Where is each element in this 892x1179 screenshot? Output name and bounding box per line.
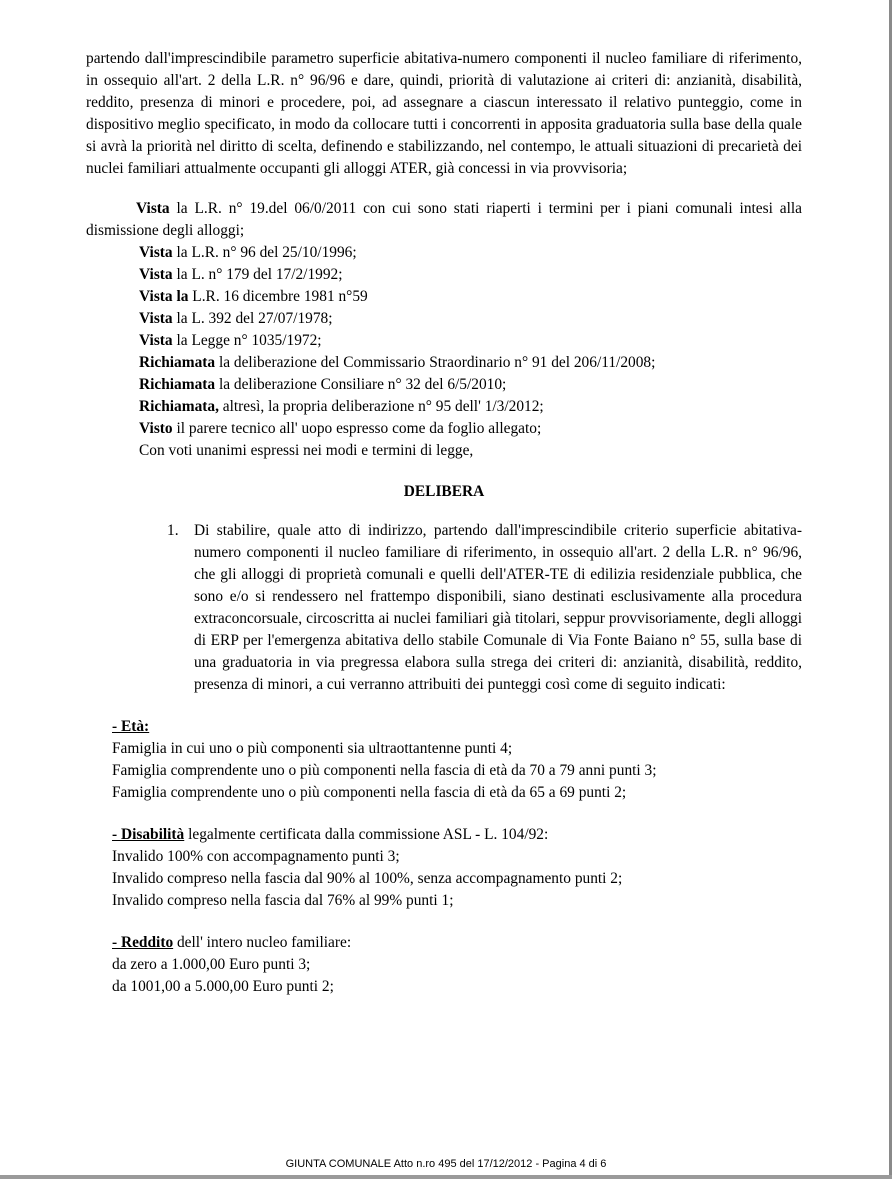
delibera-heading: DELIBERA [403, 483, 485, 500]
recital-item [139, 352, 802, 374]
section-title: - Disabilità [112, 826, 185, 843]
section-line: da 1001,00 a 5.000,00 Euro punti 2; [112, 978, 334, 995]
intro-paragraph: partendo dall'imprescindibile parametro superficie abitativa-numero componenti il nucleo familiare di riferimento, in ossequio all'art. 2 della L.R. n° 96/96 e dare, quindi, priorità di valutazione ai criteri di: anzianità, disabilità, reddito, presenza di minori e procedere, poi, ad assegnare a ciascun interessato il relativo punteggio, come in dispositivo meglio specificato, in modo da collocare tutti i concorrenti in apposita graduatoria sulla base della quale si avrà la priorità nel diritto di scelta, definendo e stabilizzando, nel contempo, le attuali situazioni di precarietà dei nuclei familiari attualmente occupanti gli alloggi ATER, già concessi in via provvisoria; [86, 50, 802, 177]
recital-item [139, 440, 802, 462]
section-line: Invalido 100% con accompagnamento punti 3; [112, 848, 400, 865]
recital-bold: Vista la [139, 288, 189, 305]
section-title-line [112, 932, 802, 954]
vista-bold: Vista [136, 200, 170, 217]
recitals-list [86, 242, 802, 462]
recital-text: Con voti unanimi espressi nei modi e termini di legge, [139, 442, 474, 459]
section-line: da zero a 1.000,00 Euro punti 3; [112, 956, 311, 973]
section-title-suffix: dell' intero nucleo familiare: [173, 934, 352, 951]
section-title: - Reddito [112, 934, 174, 951]
section-eta [112, 716, 802, 804]
section-line: Famiglia in cui uno o più componenti sia ultraottantenne punti 4; [112, 740, 513, 757]
page-footer: GIUNTA COMUNALE Atto n.ro 495 del 17/12/2012 - Pagina 4 di 6 [285, 1158, 607, 1170]
recital-bold: Richiamata, [139, 398, 219, 415]
recital-item [139, 330, 802, 352]
section-disabilita [112, 824, 802, 912]
recital-text: la deliberazione Consiliare n° 32 del 6/5/2010; [215, 376, 507, 393]
recital-item [139, 286, 802, 308]
recital-bold: Vista [139, 266, 173, 283]
recital-bold: Vista [139, 332, 173, 349]
section-reddito [112, 932, 802, 998]
recital-text: altresì, la propria deliberazione n° 95 dell' 1/3/2012; [218, 398, 544, 415]
section-line: Famiglia comprendente uno o più componenti nella fascia di età da 65 a 69 punti 2; [112, 784, 627, 801]
recital-item [139, 418, 802, 440]
recital-text: la L. 392 del 27/07/1978; [172, 310, 333, 327]
vista-lr-19-paragraph [86, 198, 802, 242]
recital-bold: Richiamata [139, 354, 216, 371]
recital-text: il parere tecnico all' uopo espresso come da foglio allegato; [172, 420, 542, 437]
section-line: Invalido compreso nella fascia dal 76% al 99% punti 1; [112, 892, 454, 909]
recital-item [139, 264, 802, 286]
section-title: - Età: [112, 718, 150, 735]
section-title-suffix: legalmente certificata dalla commissione ASL - L. 104/92: [184, 826, 549, 843]
section-line: Famiglia comprendente uno o più componenti nella fascia di età da 70 a 79 anni punti 3; [112, 762, 657, 779]
recital-text: la deliberazione del Commissario Straordinario n° 91 del 206/11/2008; [215, 354, 656, 371]
decision-list [86, 520, 802, 696]
section-title-line [112, 824, 802, 846]
recital-bold: Vista [139, 310, 173, 327]
recital-item [139, 308, 802, 330]
decision-number: 1. [167, 522, 179, 539]
decision-text: Di stabilire, quale atto di indirizzo, partendo dall'imprescindibile criterio superficie abitativa-numero componenti il nucleo familiare di riferimento, in ossequio all'art. 2 della L.R. n° 96/96, che gli alloggi di proprietà comunali e quelli dell'ATER-TE di edilizia residenziale pubblica, che sono e/o si rendessero nel frattempo disponibili, siano destinati esclusivamente alla procedura extraconcorsuale, circoscritta ai nuclei familiari già titolari, seppur provvisoriamente, degli alloggi di ERP per l'emergenza abitativa dello stabile Comunale di Via Fonte Baiano n° 55, sulla base di una graduatoria in via pregressa elabora sulla strega dei criteri di: anzianità, disabilità, reddito, presenza di minori, a cui verranno attribuiti dei punteggi così come di seguito indicati: [194, 522, 802, 693]
section-title-line [112, 716, 802, 738]
page-edge-bottom [0, 1175, 892, 1179]
decision-item [86, 520, 802, 696]
recital-text: la Legge n° 1035/1972; [172, 332, 322, 349]
recital-text: la L.R. n° 96 del 25/10/1996; [172, 244, 357, 261]
document-page [86, 48, 802, 998]
vista-text: la L.R. n° 19.del 06/0/2011 con cui sono stati riaperti i termini per i piani comunali intesi alla dismissione degli alloggi; [86, 200, 802, 239]
recital-text: L.R. 16 dicembre 1981 n°59 [188, 288, 368, 305]
recital-bold: Visto [139, 420, 173, 437]
recital-item [139, 242, 802, 264]
recital-item [139, 374, 802, 396]
recital-item [139, 396, 802, 418]
recital-bold: Vista [139, 244, 173, 261]
section-line: Invalido compreso nella fascia dal 90% al 100%, senza accompagnamento punti 2; [112, 870, 623, 887]
recital-text: la L. n° 179 del 17/2/1992; [172, 266, 343, 283]
recital-bold: Richiamata [139, 376, 216, 393]
